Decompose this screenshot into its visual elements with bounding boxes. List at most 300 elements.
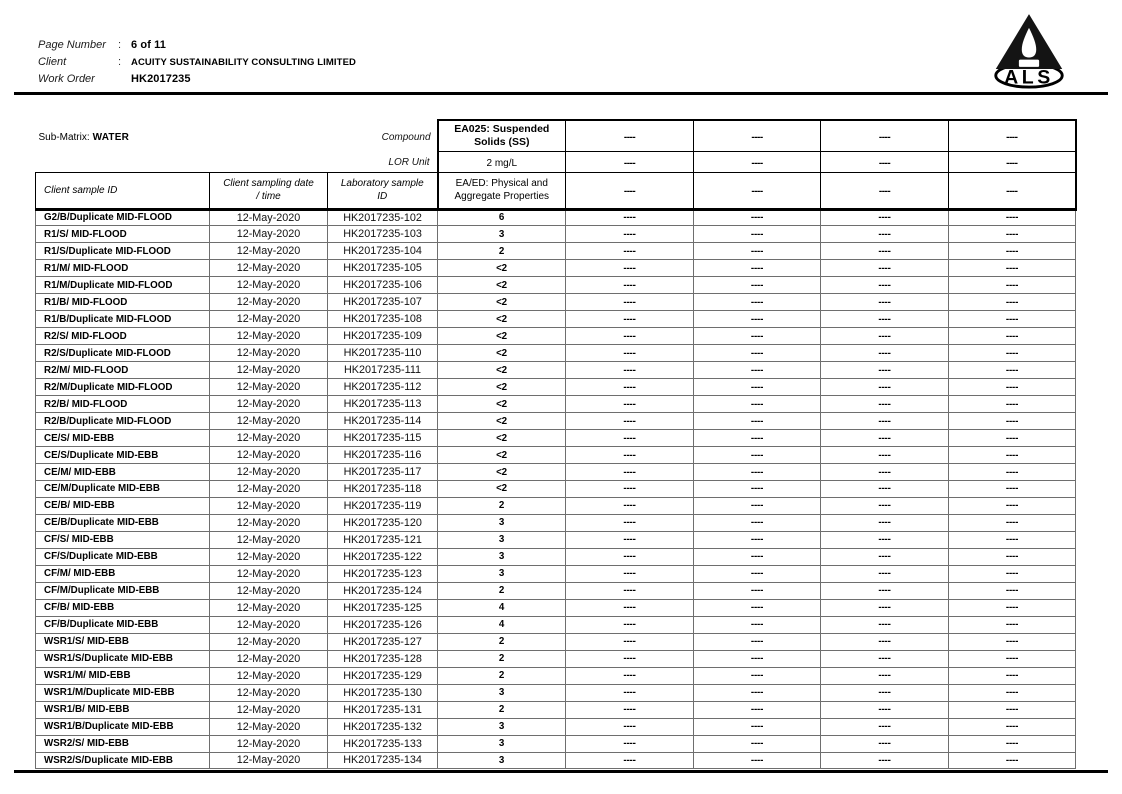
table-row — [36, 616, 1076, 633]
dash-cell: ---- — [694, 362, 821, 379]
result-value-cell: 3 — [438, 735, 566, 752]
client-sample-id-cell: CE/S/Duplicate MID-EBB — [36, 447, 210, 464]
dash-cell: ---- — [949, 481, 1076, 498]
dash-cell: ---- — [694, 413, 821, 430]
result-value-cell: <2 — [438, 379, 566, 396]
client-sample-id-cell: R1/S/ MID-FLOOD — [36, 226, 210, 243]
dash-cell: ---- — [949, 396, 1076, 413]
compound-dash-cell: ---- — [566, 120, 694, 151]
result-value-cell: 2 — [438, 650, 566, 667]
dash-cell: ---- — [694, 243, 821, 260]
dash-cell: ---- — [566, 514, 694, 531]
client-label: Client — [38, 56, 67, 68]
lor-dash-cell: ---- — [821, 151, 949, 172]
client-sample-id-cell: CE/B/Duplicate MID-EBB — [36, 514, 210, 531]
table-row — [36, 684, 1076, 701]
client-sample-id-cell: G2/B/Duplicate MID-FLOOD — [36, 209, 210, 226]
client-sample-id-cell: CF/S/Duplicate MID-EBB — [36, 548, 210, 565]
dash-cell: ---- — [694, 481, 821, 498]
als-logo-text: ALS — [1004, 66, 1054, 89]
dash-cell: ---- — [949, 430, 1076, 447]
lab-sample-id-cell: HK2017235-103 — [328, 226, 438, 243]
sampling-date-cell: 12-May-2020 — [210, 396, 328, 413]
sampling-date-cell: 12-May-2020 — [210, 481, 328, 498]
compound-label: Compound — [381, 132, 431, 143]
client-sample-id-cell: CE/B/ MID-EBB — [36, 497, 210, 514]
dash-cell: ---- — [821, 209, 949, 226]
dash-cell: ---- — [949, 565, 1076, 582]
dash-cell: ---- — [821, 396, 949, 413]
result-value-cell: <2 — [438, 362, 566, 379]
header-rule — [14, 92, 1108, 95]
dash-cell: ---- — [821, 548, 949, 565]
column-header-row — [36, 172, 1076, 209]
lab-sample-id-cell: HK2017235-108 — [328, 311, 438, 328]
result-value-cell: 3 — [438, 684, 566, 701]
dash-cell: ---- — [566, 582, 694, 599]
lab-sample-id-cell: HK2017235-119 — [328, 497, 438, 514]
dash-cell: ---- — [694, 514, 821, 531]
client-row — [38, 56, 356, 73]
client-sample-id-cell: R1/S/Duplicate MID-FLOOD — [36, 243, 210, 260]
dash-cell: ---- — [821, 650, 949, 667]
dash-cell: ---- — [566, 735, 694, 752]
dash-cell: ---- — [566, 548, 694, 565]
dash-cell: ---- — [949, 701, 1076, 718]
sampling-date-cell: 12-May-2020 — [210, 718, 328, 735]
dash-cell: ---- — [566, 531, 694, 548]
table-row — [36, 650, 1076, 667]
sampling-date-cell: 12-May-2020 — [210, 548, 328, 565]
client-sample-id-cell: R2/M/ MID-FLOOD — [36, 362, 210, 379]
lab-sample-id-cell: HK2017235-134 — [328, 752, 438, 769]
dash-cell: ---- — [566, 277, 694, 294]
compound-dash-cell: ---- — [694, 120, 821, 151]
sampling-date-cell: 12-May-2020 — [210, 752, 328, 769]
dash-cell: ---- — [821, 514, 949, 531]
table-row — [36, 260, 1076, 277]
dash-cell: ---- — [821, 531, 949, 548]
sampling-date-cell: 12-May-2020 — [210, 633, 328, 650]
dash-cell: ---- — [949, 209, 1076, 226]
results-table — [35, 119, 1077, 769]
sampling-date-cell: 12-May-2020 — [210, 464, 328, 481]
method-dash-cell: ---- — [566, 172, 694, 209]
result-value-cell: <2 — [438, 277, 566, 294]
dash-cell: ---- — [949, 464, 1076, 481]
dash-cell: ---- — [566, 396, 694, 413]
dash-cell: ---- — [694, 379, 821, 396]
dash-cell: ---- — [566, 701, 694, 718]
dash-cell: ---- — [566, 616, 694, 633]
dash-cell: ---- — [821, 735, 949, 752]
lab-sample-id-cell: HK2017235-121 — [328, 531, 438, 548]
lab-sample-id-cell: HK2017235-111 — [328, 362, 438, 379]
client-sample-id-cell: WSR1/M/Duplicate MID-EBB — [36, 684, 210, 701]
dash-cell: ---- — [694, 311, 821, 328]
table-row — [36, 497, 1076, 514]
dash-cell: ---- — [694, 582, 821, 599]
dash-cell: ---- — [694, 667, 821, 684]
dash-cell: ---- — [821, 243, 949, 260]
lab-sample-id-cell: HK2017235-125 — [328, 599, 438, 616]
sampling-date-cell: 12-May-2020 — [210, 345, 328, 362]
client-sample-id-cell: CF/M/ MID-EBB — [36, 565, 210, 582]
compound-dash-cell: ---- — [821, 120, 949, 151]
result-value-cell: 3 — [438, 565, 566, 582]
result-value-cell: <2 — [438, 260, 566, 277]
sampling-date-cell: 12-May-2020 — [210, 362, 328, 379]
dash-cell: ---- — [821, 633, 949, 650]
table-row — [36, 447, 1076, 464]
sampling-date-cell: 12-May-2020 — [210, 430, 328, 447]
table-row — [36, 430, 1076, 447]
method-dash-cell: ---- — [821, 172, 949, 209]
dash-cell: ---- — [694, 430, 821, 447]
sampling-date-cell: 12-May-2020 — [210, 514, 328, 531]
dash-cell: ---- — [821, 616, 949, 633]
dash-cell: ---- — [566, 294, 694, 311]
dash-cell: ---- — [566, 430, 694, 447]
sampling-date-cell: 12-May-2020 — [210, 616, 328, 633]
result-value-cell: 2 — [438, 667, 566, 684]
dash-cell: ---- — [821, 752, 949, 769]
dash-cell: ---- — [566, 362, 694, 379]
dash-cell: ---- — [821, 362, 949, 379]
table-row — [36, 379, 1076, 396]
sampling-date-cell: 12-May-2020 — [210, 735, 328, 752]
compound-dash-cell: ---- — [949, 120, 1076, 151]
dash-cell: ---- — [949, 362, 1076, 379]
lab-sample-id-cell: HK2017235-112 — [328, 379, 438, 396]
dash-cell: ---- — [821, 328, 949, 345]
dash-cell: ---- — [566, 684, 694, 701]
client-sample-id-cell: WSR2/S/Duplicate MID-EBB — [36, 752, 210, 769]
dash-cell: ---- — [566, 650, 694, 667]
lab-sample-id-header: Laboratory sample ID — [328, 172, 438, 209]
dash-cell: ---- — [566, 379, 694, 396]
result-value-cell: 6 — [438, 209, 566, 226]
result-value-cell: <2 — [438, 328, 566, 345]
lab-sample-id-cell: HK2017235-131 — [328, 701, 438, 718]
result-value-cell: <2 — [438, 396, 566, 413]
sampling-date-cell: 12-May-2020 — [210, 701, 328, 718]
lor-unit-label: LOR Unit — [388, 157, 430, 169]
sampling-date-cell: 12-May-2020 — [210, 226, 328, 243]
table-row — [36, 294, 1076, 311]
dash-cell: ---- — [821, 294, 949, 311]
lab-sample-id-cell: HK2017235-129 — [328, 667, 438, 684]
compound-header-row — [36, 120, 1076, 151]
table-row — [36, 345, 1076, 362]
client-sample-id-cell: R1/M/Duplicate MID-FLOOD — [36, 277, 210, 294]
result-value-cell: 3 — [438, 752, 566, 769]
sub-matrix — [39, 132, 130, 143]
lab-sample-id-cell: HK2017235-109 — [328, 328, 438, 345]
result-value-cell: 2 — [438, 497, 566, 514]
page-number-row — [38, 39, 356, 56]
dash-cell: ---- — [821, 345, 949, 362]
dash-cell: ---- — [566, 226, 694, 243]
client-sample-id-cell: WSR1/B/Duplicate MID-EBB — [36, 718, 210, 735]
table-row — [36, 633, 1076, 650]
dash-cell: ---- — [821, 701, 949, 718]
lab-sample-id-cell: HK2017235-113 — [328, 396, 438, 413]
dash-cell: ---- — [949, 497, 1076, 514]
lab-sample-id-cell: HK2017235-106 — [328, 277, 438, 294]
lab-sample-id-cell: HK2017235-124 — [328, 582, 438, 599]
dash-cell: ---- — [821, 481, 949, 498]
dash-cell: ---- — [566, 447, 694, 464]
table-row — [36, 548, 1076, 565]
dash-cell: ---- — [694, 497, 821, 514]
table-row — [36, 735, 1076, 752]
lab-sample-id-cell: HK2017235-115 — [328, 430, 438, 447]
sampling-date-cell: 12-May-2020 — [210, 328, 328, 345]
page-number-label: Page Number — [38, 39, 106, 51]
dash-cell: ---- — [949, 379, 1076, 396]
dash-cell: ---- — [566, 328, 694, 345]
client-sample-id-cell: R2/B/ MID-FLOOD — [36, 396, 210, 413]
dash-cell: ---- — [949, 616, 1076, 633]
dash-cell: ---- — [949, 328, 1076, 345]
dash-cell: ---- — [821, 718, 949, 735]
page-header-block — [38, 39, 356, 90]
dash-cell: ---- — [949, 226, 1076, 243]
client-sample-id-cell: R1/B/Duplicate MID-FLOOD — [36, 311, 210, 328]
dash-cell: ---- — [694, 294, 821, 311]
lor-dash-cell: ---- — [566, 151, 694, 172]
client-sample-id-cell: WSR2/S/ MID-EBB — [36, 735, 210, 752]
table-row — [36, 413, 1076, 430]
client-sample-id-cell: CE/S/ MID-EBB — [36, 430, 210, 447]
dash-cell: ---- — [694, 464, 821, 481]
lab-sample-id-cell: HK2017235-132 — [328, 718, 438, 735]
table-row — [36, 514, 1076, 531]
client-sample-id-cell: CF/B/ MID-EBB — [36, 599, 210, 616]
dash-cell: ---- — [949, 599, 1076, 616]
lab-sample-id-cell: HK2017235-107 — [328, 294, 438, 311]
dash-cell: ---- — [821, 599, 949, 616]
dash-cell: ---- — [694, 328, 821, 345]
result-value-cell: <2 — [438, 481, 566, 498]
dash-cell: ---- — [949, 413, 1076, 430]
sampling-date-cell: 12-May-2020 — [210, 413, 328, 430]
work-order-value: HK2017235 — [131, 73, 191, 85]
dash-cell: ---- — [949, 311, 1076, 328]
table-row — [36, 464, 1076, 481]
dash-cell: ---- — [949, 243, 1076, 260]
dash-cell: ---- — [694, 565, 821, 582]
sampling-date-cell: 12-May-2020 — [210, 447, 328, 464]
table-row — [36, 718, 1076, 735]
dash-cell: ---- — [949, 752, 1076, 769]
result-value-cell: 3 — [438, 226, 566, 243]
result-value-cell: 2 — [438, 701, 566, 718]
dash-cell: ---- — [949, 260, 1076, 277]
sub-matrix-value: WATER — [92, 132, 129, 143]
dash-cell: ---- — [949, 277, 1076, 294]
lab-sample-id-cell: HK2017235-118 — [328, 481, 438, 498]
dash-cell: ---- — [566, 565, 694, 582]
dash-cell: ---- — [821, 667, 949, 684]
lor-unit-row — [36, 151, 1076, 172]
result-value-cell: <2 — [438, 294, 566, 311]
dash-cell: ---- — [566, 413, 694, 430]
client-sample-id-cell: R1/B/ MID-FLOOD — [36, 294, 210, 311]
sampling-date-cell: 12-May-2020 — [210, 311, 328, 328]
lab-sample-id-cell: HK2017235-123 — [328, 565, 438, 582]
dash-cell: ---- — [694, 599, 821, 616]
dash-cell: ---- — [694, 650, 821, 667]
dash-cell: ---- — [566, 464, 694, 481]
dash-cell: ---- — [566, 345, 694, 362]
lab-sample-id-cell: HK2017235-117 — [328, 464, 438, 481]
client-sample-id-cell: CF/M/Duplicate MID-EBB — [36, 582, 210, 599]
sampling-date-cell: 12-May-2020 — [210, 277, 328, 294]
dash-cell: ---- — [694, 633, 821, 650]
lab-sample-id-cell: HK2017235-116 — [328, 447, 438, 464]
dash-cell: ---- — [566, 311, 694, 328]
als-logo — [992, 12, 1066, 90]
dash-cell: ---- — [821, 413, 949, 430]
dash-cell: ---- — [949, 650, 1076, 667]
sampling-date-header: Client sampling date / time — [210, 172, 328, 209]
client-sample-id-cell: WSR1/B/ MID-EBB — [36, 701, 210, 718]
lab-sample-id-cell: HK2017235-114 — [328, 413, 438, 430]
dash-cell: ---- — [566, 243, 694, 260]
client-sample-id-cell: CE/M/ MID-EBB — [36, 464, 210, 481]
dash-cell: ---- — [566, 599, 694, 616]
table-row — [36, 311, 1076, 328]
sampling-date-cell: 12-May-2020 — [210, 260, 328, 277]
lab-sample-id-cell: HK2017235-105 — [328, 260, 438, 277]
dash-cell: ---- — [566, 752, 694, 769]
dash-cell: ---- — [949, 447, 1076, 464]
lab-sample-id-cell: HK2017235-130 — [328, 684, 438, 701]
lab-sample-id-cell: HK2017235-133 — [328, 735, 438, 752]
dash-cell: ---- — [694, 396, 821, 413]
result-value-cell: <2 — [438, 447, 566, 464]
work-order-row — [38, 73, 356, 90]
client-sample-id-cell: CF/S/ MID-EBB — [36, 531, 210, 548]
table-row — [36, 701, 1076, 718]
dash-cell: ---- — [821, 379, 949, 396]
table-row — [36, 209, 1076, 226]
dash-cell: ---- — [694, 752, 821, 769]
als-logo-icon — [992, 12, 1066, 90]
table-row — [36, 328, 1076, 345]
dash-cell: ---- — [821, 260, 949, 277]
sampling-date-cell: 12-May-2020 — [210, 565, 328, 582]
sampling-date-cell: 12-May-2020 — [210, 684, 328, 701]
dash-cell: ---- — [694, 718, 821, 735]
lab-sample-id-cell: HK2017235-122 — [328, 548, 438, 565]
dash-cell: ---- — [949, 633, 1076, 650]
table-row — [36, 599, 1076, 616]
client-sample-id-cell: R2/M/Duplicate MID-FLOOD — [36, 379, 210, 396]
result-value-cell: 3 — [438, 531, 566, 548]
table-row — [36, 481, 1076, 498]
client-sample-id-cell: R2/B/Duplicate MID-FLOOD — [36, 413, 210, 430]
dash-cell: ---- — [694, 345, 821, 362]
dash-cell: ---- — [949, 582, 1076, 599]
dash-cell: ---- — [949, 531, 1076, 548]
client-sample-id-cell: R2/S/Duplicate MID-FLOOD — [36, 345, 210, 362]
dash-cell: ---- — [949, 294, 1076, 311]
result-value-cell: 3 — [438, 718, 566, 735]
lor-value-cell: 2 mg/L — [438, 151, 566, 172]
table-row — [36, 582, 1076, 599]
table-row — [36, 752, 1076, 769]
dash-cell: ---- — [694, 684, 821, 701]
client-sample-id-cell: CE/M/Duplicate MID-EBB — [36, 481, 210, 498]
client-sample-id-cell: R1/M/ MID-FLOOD — [36, 260, 210, 277]
sampling-date-cell: 12-May-2020 — [210, 243, 328, 260]
result-value-cell: <2 — [438, 464, 566, 481]
dash-cell: ---- — [694, 701, 821, 718]
dash-cell: ---- — [821, 464, 949, 481]
dash-cell: ---- — [694, 209, 821, 226]
dash-cell: ---- — [566, 209, 694, 226]
dash-cell: ---- — [821, 582, 949, 599]
compound-name-cell: EA025: Suspended Solids (SS) — [438, 120, 566, 151]
dash-cell: ---- — [694, 277, 821, 294]
result-value-cell: 3 — [438, 514, 566, 531]
client-sample-id-cell: R2/S/ MID-FLOOD — [36, 328, 210, 345]
lor-dash-cell: ---- — [949, 151, 1076, 172]
page-number-value: 6 of 11 — [131, 39, 166, 51]
client-sample-id-header: Client sample ID — [36, 172, 210, 209]
dash-cell: ---- — [694, 447, 821, 464]
result-value-cell: 2 — [438, 633, 566, 650]
sampling-date-cell: 12-May-2020 — [210, 599, 328, 616]
client-sample-id-cell: CF/B/Duplicate MID-EBB — [36, 616, 210, 633]
method-dash-cell: ---- — [949, 172, 1076, 209]
dash-cell: ---- — [949, 345, 1076, 362]
dash-cell: ---- — [694, 531, 821, 548]
dash-cell: ---- — [821, 430, 949, 447]
dash-cell: ---- — [694, 260, 821, 277]
lab-sample-id-cell: HK2017235-126 — [328, 616, 438, 633]
dash-cell: ---- — [821, 311, 949, 328]
dash-cell: ---- — [821, 684, 949, 701]
dash-cell: ---- — [949, 735, 1076, 752]
result-value-cell: <2 — [438, 345, 566, 362]
dash-cell: ---- — [949, 548, 1076, 565]
dash-cell: ---- — [566, 497, 694, 514]
dash-cell: ---- — [821, 565, 949, 582]
dash-cell: ---- — [694, 616, 821, 633]
table-row — [36, 667, 1076, 684]
lab-sample-id-cell: HK2017235-110 — [328, 345, 438, 362]
client-sample-id-cell: WSR1/S/Duplicate MID-EBB — [36, 650, 210, 667]
dash-cell: ---- — [694, 735, 821, 752]
dash-cell: ---- — [566, 718, 694, 735]
dash-cell: ---- — [821, 497, 949, 514]
lab-sample-id-cell: HK2017235-104 — [328, 243, 438, 260]
result-value-cell: 4 — [438, 616, 566, 633]
dash-cell: ---- — [566, 667, 694, 684]
table-row — [36, 226, 1076, 243]
client-sample-id-cell: WSR1/S/ MID-EBB — [36, 633, 210, 650]
dash-cell: ---- — [566, 260, 694, 277]
method-dash-cell: ---- — [694, 172, 821, 209]
method-cell: EA/ED: Physical and Aggregate Properties — [438, 172, 566, 209]
work-order-label: Work Order — [38, 73, 95, 85]
sampling-date-cell: 12-May-2020 — [210, 582, 328, 599]
client-value: ACUITY SUSTAINABILITY CONSULTING LIMITED — [131, 57, 356, 68]
